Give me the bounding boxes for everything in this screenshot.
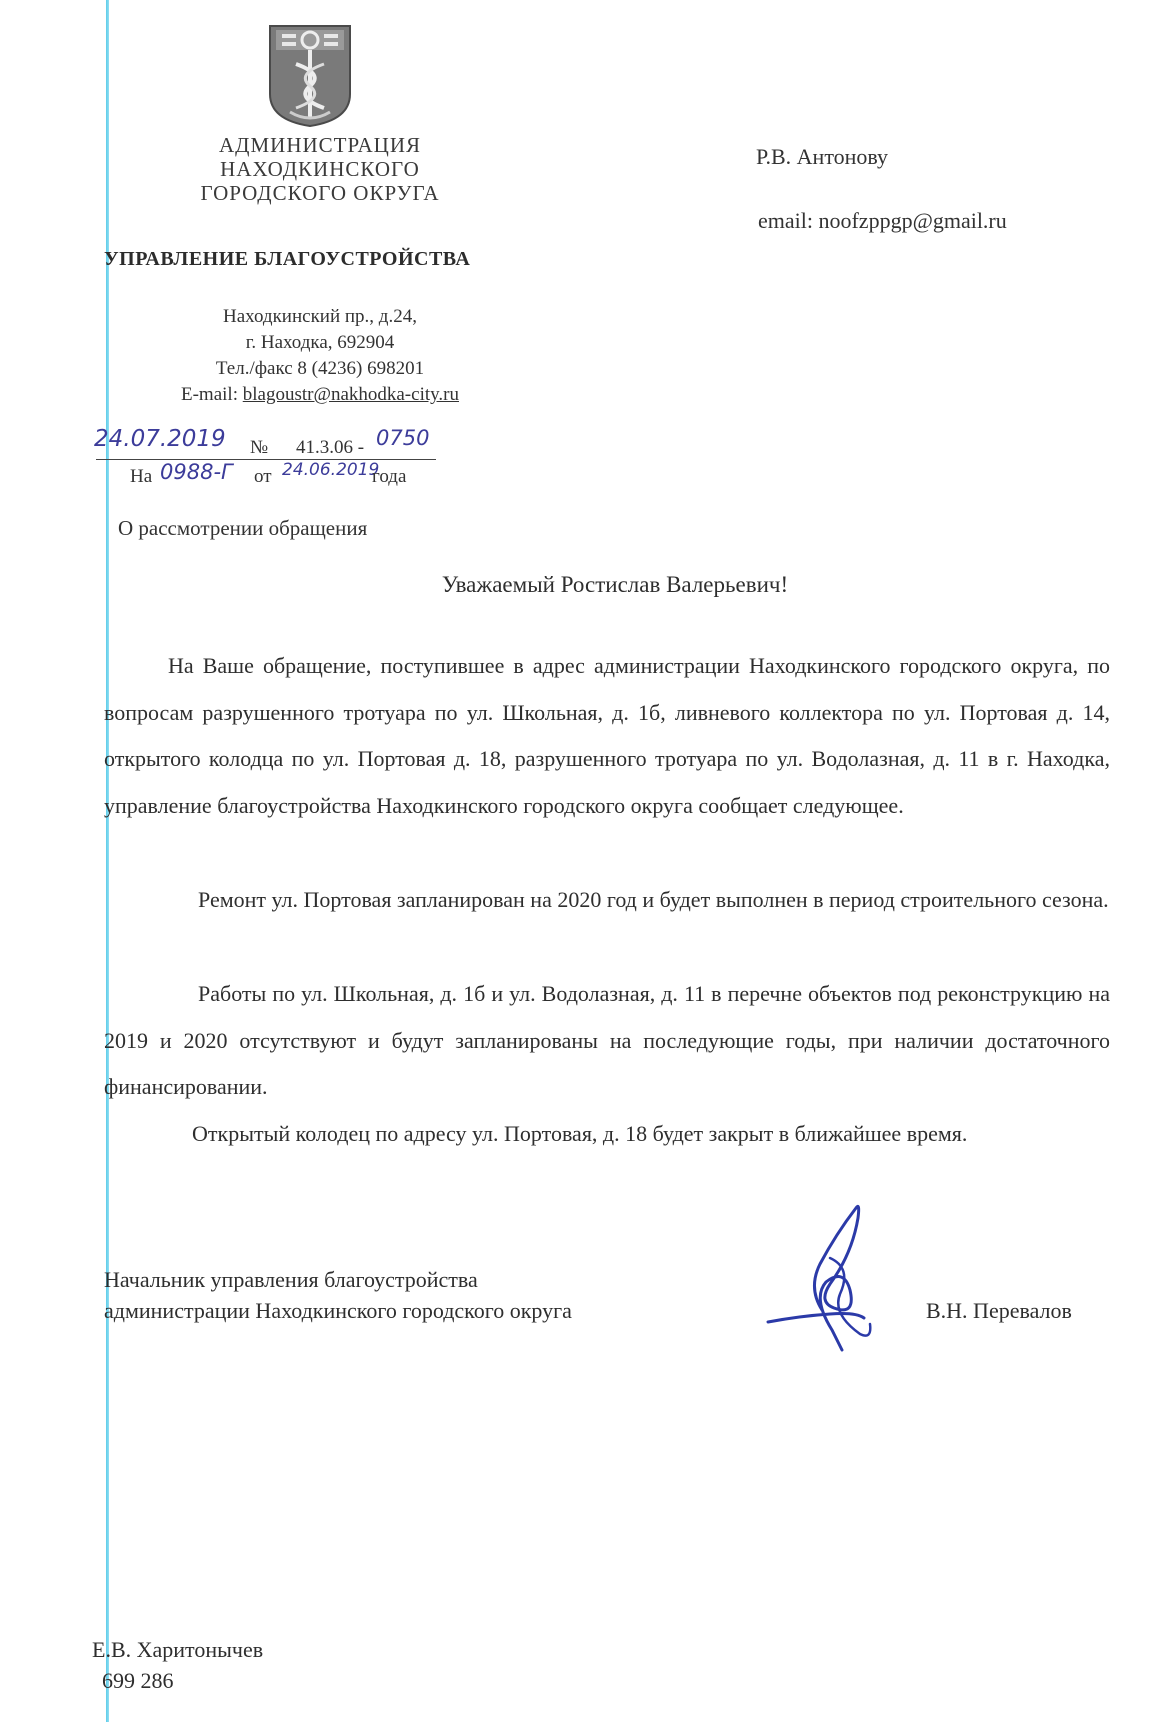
executor-name: Е.В. Харитонычев [92,1637,264,1662]
registration-number-handwritten: 0750 [376,426,430,450]
department-name: УПРАВЛЕНИЕ БЛАГОУСТРОЙСТВА [104,248,471,270]
phone-fax-line: Тел./факс 8 (4236) 698201 [215,358,425,379]
reference-prefix: На [130,466,153,487]
registration-underline [96,459,436,460]
signatory-name: В.Н. Перевалов [926,1298,1072,1323]
registration-number: 41.3.06 - [296,437,365,458]
recipient-email: email: noofzppgp@gmail.ru [758,208,1007,233]
coat-of-arms-emblem [268,24,352,128]
department-email-link[interactable]: blagoustr@nakhodka-city.ru [242,384,459,405]
signatory-title-line-1: Начальник управления благоустройства [104,1267,478,1292]
salutation: Уважаемый Ростислав Валерьевич! [441,572,789,597]
address-line-1: Находкинский пр., д.24, [223,306,417,327]
registration-number-label: № [250,437,269,458]
department-email-line [130,382,510,408]
body-paragraph-1: На Ваше обращение, поступившее в адрес администрации Находкинского городского округа, по вопросам разрушенного тротуара по ул. Школьная, д. 1б, ливневого коллектора по ул. Портовая д. 14, открытого колодца по ул. Портовая д. 18, разрушенного тротуара по ул. Водолазная, д. 11 в г. Находка, управление благоустройства Находкинского городского округа сообщает следующее. [104,653,1110,818]
body-paragraph-3: Работы по ул. Школьная, д. 1б и ул. Водолазная, д. 11 в перечне объектов под реконструкцию на 2019 и 2020 отсутствуют и будут запланированы на последующие годы, при наличии достаточного финансировании. [104,981,1110,1099]
body-paragraph-4: Открытый колодец по адресу ул. Портовая, д. 18 будет закрыт в ближайшее время. [192,1121,968,1146]
reference-number-handwritten: 0988-Г [160,460,233,484]
reference-date-handwritten: 24.06.2019 [282,460,380,480]
org-name-line-3: ГОРОДСКОГО ОКРУГА [200,181,440,205]
reference-suffix: года [372,466,407,487]
executor-phone: 699 286 [102,1668,174,1693]
email-label: E-mail: [181,384,243,405]
registration-date-handwritten: 24.07.2019 [94,426,226,452]
reference-from: от [254,466,272,487]
org-name-line-2: НАХОДКИНСКОГО [220,157,420,181]
handwritten-signature [760,1198,900,1358]
recipient-name: Р.В. Антонову [756,144,889,169]
body-paragraph-2: Ремонт ул. Портовая запланирован на 2020 год и будет выполнен в период строительного сезона. [198,887,1109,912]
letter-subject: О рассмотрении обращения [118,516,368,540]
org-name-line-1: АДМИНИСТРАЦИЯ [219,133,421,157]
address-line-2: г. Находка, 692904 [245,332,395,353]
signatory-title-line-2: администрации Находкинского городского округа [104,1298,572,1323]
